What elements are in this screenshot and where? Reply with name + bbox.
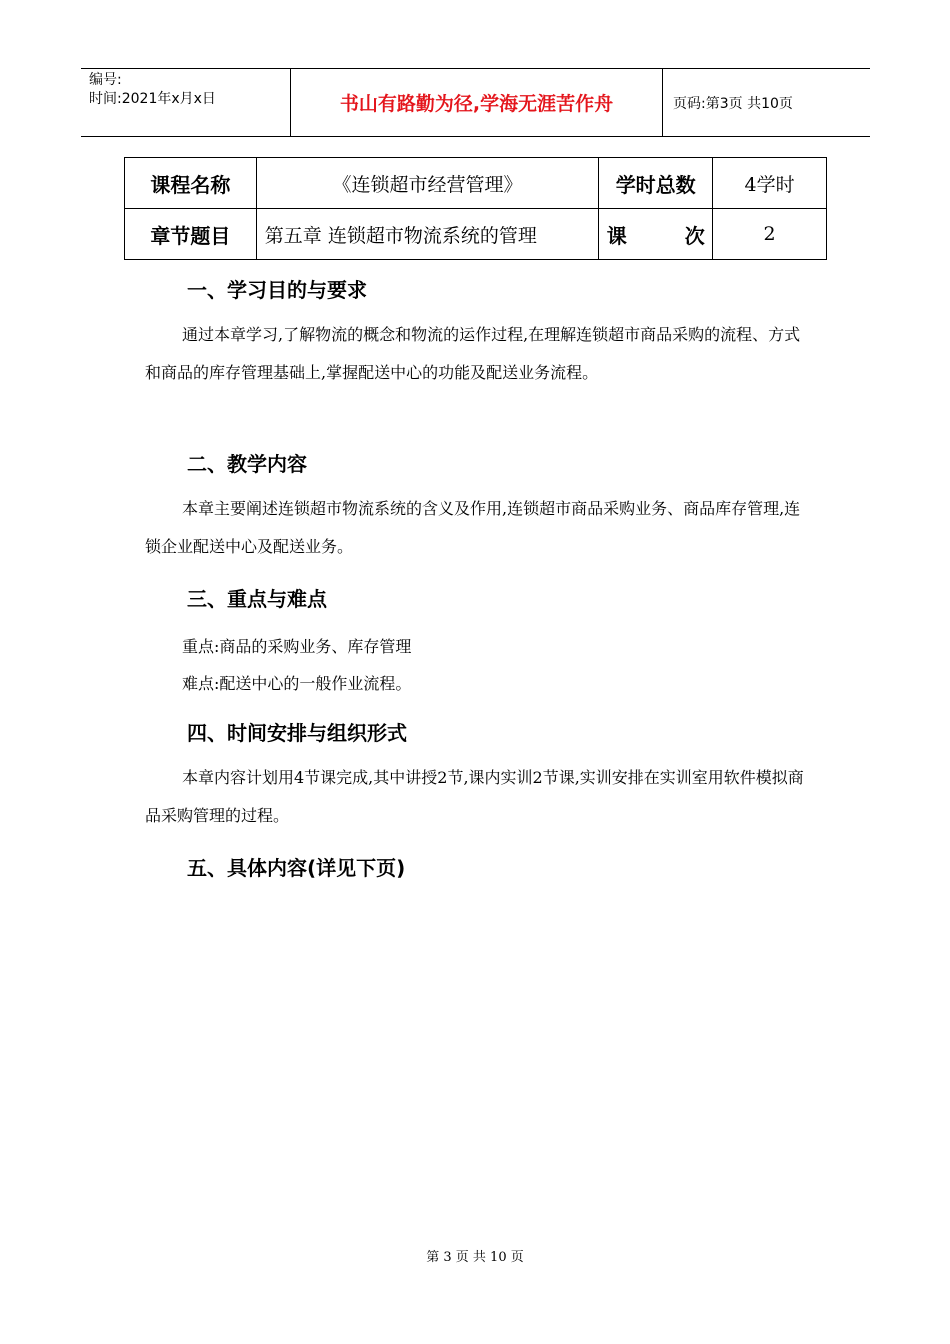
header-motto: 书山有路勤为径,学海无涯苦作舟: [291, 69, 663, 136]
table-row: [125, 158, 827, 209]
lesson-label-part: 课: [606, 223, 627, 248]
table-row: [125, 209, 827, 260]
section-heading: 二、教学内容: [187, 452, 307, 476]
section-heading: 五、具体内容(详见下页): [187, 856, 406, 880]
course-name-value: 《连锁超市经营管理》: [256, 158, 598, 209]
lesson-label: [599, 209, 713, 260]
section-paragraph: 本章主要阐述连锁超市物流系统的含义及作用,连锁超市商品采购业务、商品库存管理,连锁企业配送中心及配送业务。: [145, 499, 801, 556]
section-heading: 三、重点与难点: [187, 587, 327, 611]
page-footer: 第 3 页 共 10 页: [426, 1250, 524, 1265]
section-paragraph: 本章内容计划用4节课完成,其中讲授2节,课内实训2节课,实训安排在实训室用软件模拟商品采购管理的过程。: [145, 768, 804, 825]
chapter-value: 第五章 连锁超市物流系统的管理: [256, 209, 598, 260]
document-date: 时间:2021年x月x日: [89, 91, 216, 107]
lesson-label-part: 次: [684, 223, 705, 248]
lesson-value: 2: [713, 209, 827, 260]
section-heading: 四、时间安排与组织形式: [187, 721, 407, 745]
total-hours-label: 学时总数: [599, 158, 713, 209]
page-header: [81, 68, 870, 137]
header-meta: [81, 69, 291, 136]
key-point-line: 重点:商品的采购业务、库存管理: [182, 637, 412, 656]
section-heading: 一、学习目的与要求: [187, 278, 367, 302]
course-info-table: [124, 157, 827, 260]
course-name-label: 课程名称: [125, 158, 257, 209]
header-page-info: 页码:第3页 共10页: [673, 95, 793, 112]
total-hours-value: 4学时: [713, 158, 827, 209]
section-paragraph: 通过本章学习,了解物流的概念和物流的运作过程,在理解连锁超市商品采购的流程、方式和商品的库存管理基础上,掌握配送中心的功能及配送业务流程。: [145, 325, 801, 382]
difficulty-line: 难点:配送中心的一般作业流程。: [182, 674, 412, 693]
chapter-label: 章节题目: [125, 209, 257, 260]
document-number: 编号:: [89, 72, 122, 88]
